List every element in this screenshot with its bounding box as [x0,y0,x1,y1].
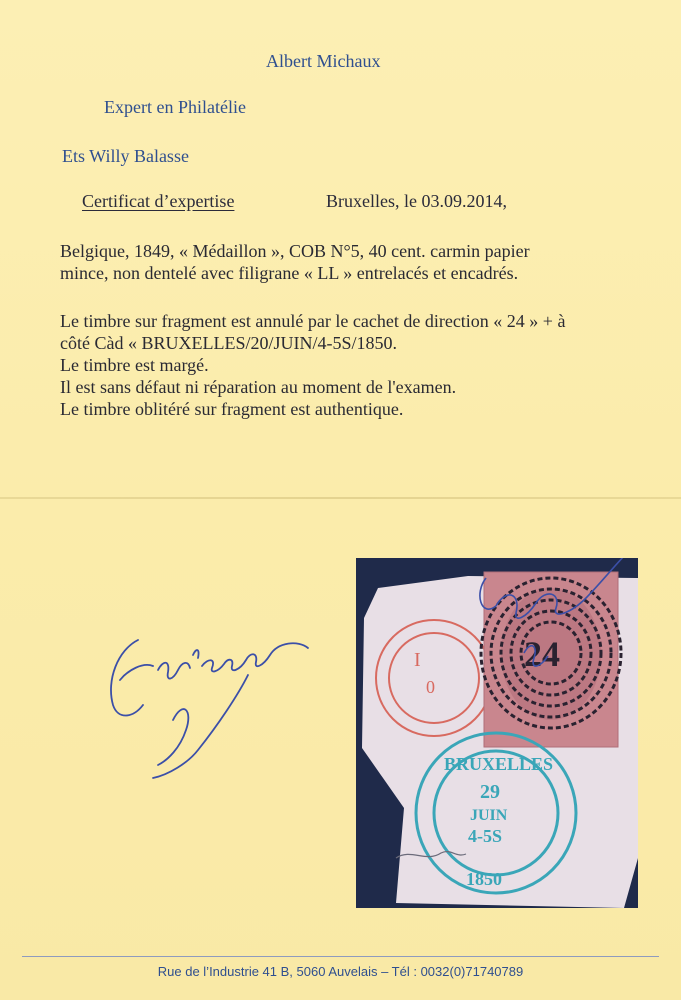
postmark-year: 1850 [466,869,502,889]
footer-divider [22,956,659,957]
postmark-month: JUIN [470,807,508,824]
expert-signature-left [98,600,328,790]
authenticity-note: Le timbre oblitéré sur fragment est authentique. [60,399,404,419]
cancel-line-1: Le timbre sur fragment est annulé par le cachet de direction « 24 » + à [60,311,566,331]
postmark-number: 24 [524,634,560,674]
svg-text:I: I [414,649,421,671]
postmark-city: BRUXELLES [444,754,554,774]
description-line-1: Belgique, 1849, « Médaillon », COB N°5, 40 cent. carmin papier [60,241,530,261]
stamp-description [60,240,650,284]
expert-title: Expert en Philatélie [104,97,246,117]
examination-notes [60,310,650,420]
description-line-2: mince, non dentelé avec filigrane « LL » entrelacés et encadrés. [60,263,519,283]
margin-note: Le timbre est margé. [60,355,209,375]
postmark-day: 29 [480,781,500,803]
paper-fold-line [0,497,681,499]
condition-note: Il est sans défaut ni réparation au moment de l'examen. [60,377,457,397]
postmark-time: 4-5S [468,826,503,846]
company-name: Ets Willy Balasse [62,146,189,166]
cancel-line-2: côté Càd « BRUXELLES/20/JUIN/4-5S/1850. [60,333,397,353]
place-date: Bruxelles, le 03.09.2014, [326,191,507,211]
svg-text:0: 0 [426,677,435,697]
expert-name: Albert Michaux [266,51,381,71]
certificate-heading: Certificat d’expertise [82,191,235,211]
stamp-fragment-photo [356,558,638,908]
footer-address: Rue de l’Industrie 41 B, 5060 Auvelais – Tél : 0032(0)71740789 [157,964,524,979]
